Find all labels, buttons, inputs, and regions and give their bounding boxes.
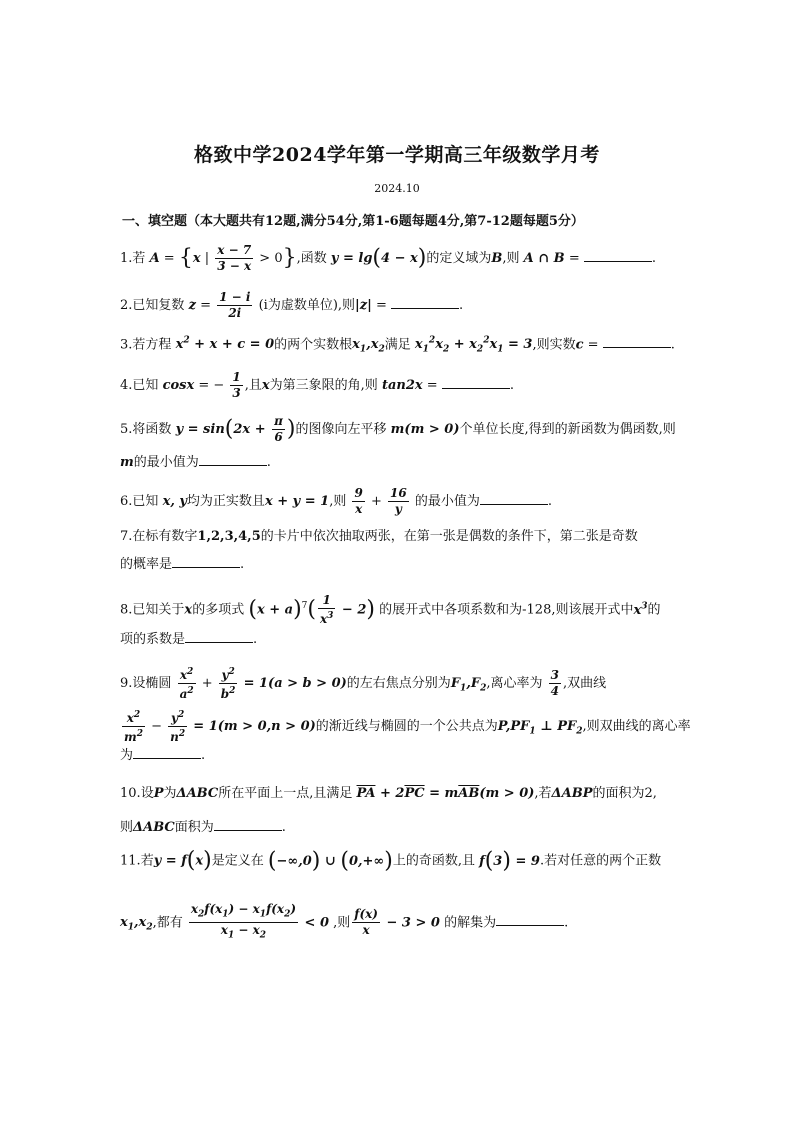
answer-blank[interactable] <box>480 492 548 505</box>
answer-blank[interactable] <box>133 746 201 759</box>
answer-blank[interactable] <box>391 296 459 309</box>
question-9-cont2: 为 . <box>120 748 206 763</box>
answer-blank[interactable] <box>172 555 240 568</box>
question-5: 5.将函数 y = sin(2x + $\frac{\pi}{6}$ )的图像向左平移 m(m > 0)个单位长度,得到的新函数为偶函数,则 <box>120 414 676 444</box>
question-11-cont: $x_1,x_2$,都有 $\frac{x_2f(x_1) - x_1f(x_2)}{x_1 - x_2}$ < 0 ,则 $\frac{f(x)}{x}$ − 3 > 0 的解集为 . <box>120 902 568 944</box>
question-2: 2.已知复数 z = $\frac{1 - i}{2i}$ (i为虚数单位),则|z| = . <box>120 290 464 320</box>
question-9: 9.设椭圆 $\frac{x^2}{a^2}$ + $\frac{y^2}{b^2}$ = 1(a > b > 0)的左右焦点分别为$F_1,F_2$,离心率为 $\frac{3}{4}$ ,双曲线 <box>120 667 607 701</box>
answer-blank[interactable] <box>199 453 267 466</box>
fraction: $\frac{1}{x^3}$ <box>319 593 334 626</box>
fraction: $\frac{x^2}{m^2}$ <box>124 710 143 744</box>
question-5-cont: m的最小值为 . <box>120 455 271 470</box>
question-10: 10.设P为ΔABC所在平面上一点,且满足 $\overline{PA} + 2\overline{PC} = m\overline{AB}(m > 0)$,若ΔABP的面积为2, <box>120 786 657 801</box>
question-8: 8.已知关于x的多项式 $(x + a)^7$( $\frac{1}{x^3}$ − 2) 的展开式中各项系数和为-128,则该展开式中$x^3$的 <box>120 593 661 626</box>
question-4: 4.已知 cosx = − $\frac{1}{3}$ ,且x为第三象限的角,则 tan2x = . <box>120 370 514 400</box>
fraction: $\frac{9}{x}$ <box>354 486 363 516</box>
question-11: 11.若y = f(x)是定义在 (−∞,0) ∪ (0,+∞)上的奇函数,且 f(3) = 9.若对任意的两个正数 <box>120 848 662 873</box>
fraction: $\frac{1}{3}$ <box>232 370 241 400</box>
fraction: $\frac{16}{y}$ <box>390 486 407 516</box>
question-9-cont: $\frac{x^2}{m^2}$ − $\frac{y^2}{n^2}$ = 1(m > 0,n > 0)的渐近线与椭圆的一个公共点为$P,PF_1$ ⊥ $PF_2$,则双曲线的离心率 <box>124 710 691 744</box>
answer-blank[interactable] <box>496 913 564 926</box>
fraction: $\frac{3}{4}$ <box>550 668 559 698</box>
question-7-cont: 的概率是 . <box>120 557 245 572</box>
fraction: $\frac{x_2f(x_1) - x_1f(x_2)}{x_1 - x_2}$ <box>190 902 297 941</box>
question-7: 7.在标有数字1,2,3,4,5的卡片中依次抽取两张，在第一张是偶数的条件下，第二张是奇数 <box>120 529 638 544</box>
section-heading: 一、填空题（本大题共有12题,满分54分,第1-6题每题4分,第7-12题每题5分） <box>122 214 584 229</box>
fraction: $\frac{x - 7}{3 - x}$ <box>217 243 252 273</box>
fraction: $\frac{y^2}{n^2}$ <box>170 710 186 744</box>
question-1: 1.若 A = {x | $\frac{x - 7}{3 - x}$ > 0},函数 y = lg(4 − x)的定义域为B,则 A ∩ B = . <box>120 243 656 273</box>
answer-blank[interactable] <box>584 249 652 262</box>
fraction: $\frac{1 - i}{2i}$ <box>219 290 251 320</box>
answer-blank[interactable] <box>603 335 671 348</box>
fraction: $\frac{y^2}{b^2}$ <box>220 667 236 701</box>
exam-date: 2024.10 <box>374 182 420 195</box>
fraction: $\frac{\pi}{6}$ <box>274 414 283 444</box>
fraction: $\frac{x^2}{a^2}$ <box>179 667 194 701</box>
question-6: 6.已知 x, y均为正实数且x + y = 1,则 $\frac{9}{x}$ + $\frac{16}{y}$ 的最小值为 . <box>120 486 552 516</box>
page-title: 格致中学2024学年第一学期高三年级数学月考 <box>194 144 600 166</box>
answer-blank[interactable] <box>185 630 253 643</box>
fraction: $\frac{f(x)}{x}$ <box>354 907 378 938</box>
answer-blank[interactable] <box>442 376 510 389</box>
question-8-cont: 项的系数是 . <box>120 632 258 647</box>
question-3: 3.若方程 $x^2 + x + c = 0$的两个实数根$x_1,x_2$满足 $x_1^2x_2 + x_2^2x_1 = 3$,则实数c = . <box>120 336 675 355</box>
question-10-cont: 则ΔABC面积为 . <box>120 820 286 835</box>
answer-blank[interactable] <box>214 818 282 831</box>
